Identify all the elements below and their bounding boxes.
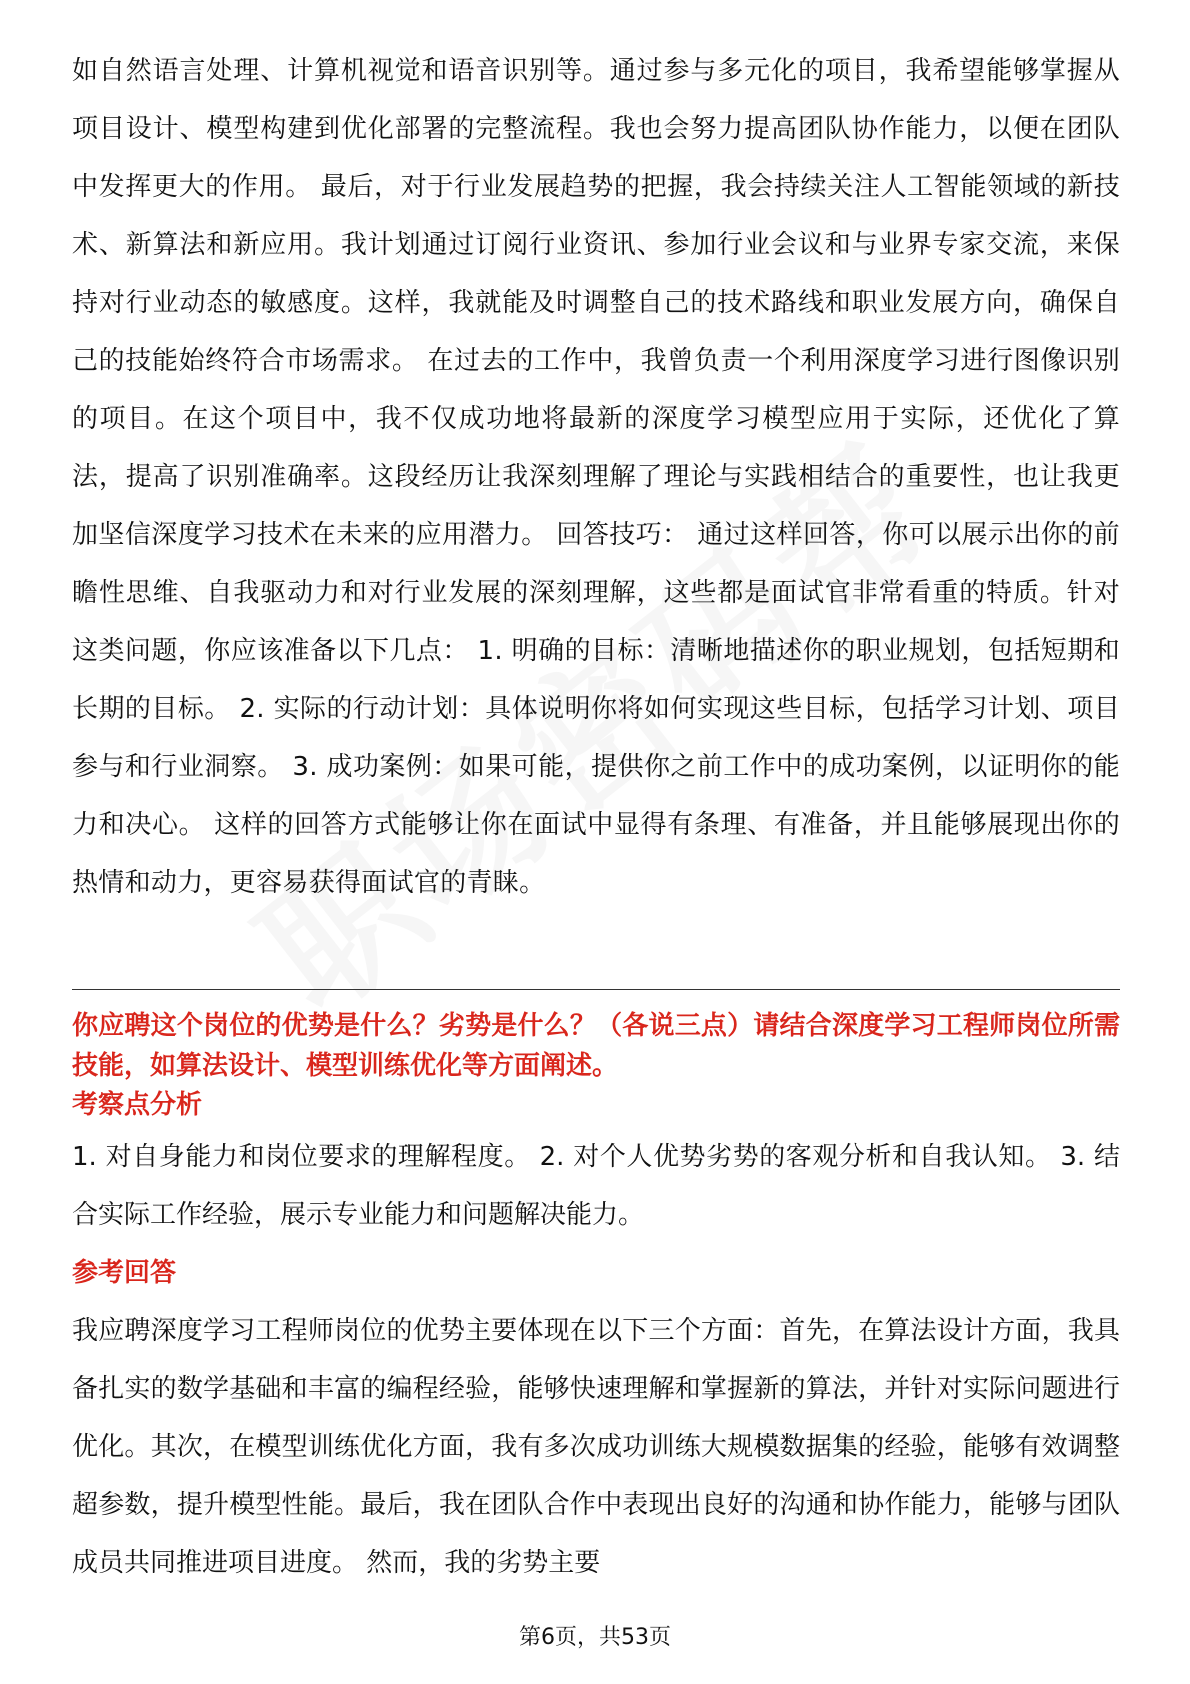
- top-section: [72, 42, 1120, 912]
- question-heading: 你应聘这个岗位的优势是什么？劣势是什么？（各说三点）请结合深度学习工程师岗位所需技能，如算法设计、模型训练优化等方面阐述。: [72, 1011, 1120, 1081]
- answer-title: 参考回答: [72, 1258, 177, 1288]
- section-divider: [72, 989, 1120, 990]
- page-number: 第6页，共53页: [519, 1625, 671, 1650]
- top-paragraph: 如自然语言处理、计算机视觉和语音识别等。通过参与多元化的项目，我希望能够掌握从项目设计、模型构建到优化部署的完整流程。我也会努力提高团队协作能力，以便在团队中发挥更大的作用。 最后，对于行业发展趋势的把握，我会持续关注人工智能领域的新技术、新算法和新应用。我计划通过订阅行业资讯、参加行业会议和与业界专家交流，来保持对行业动态的敏感度。这样，我就能及时调整自己的技术路线和职业发展方向，确保自己的技能始终符合市场需求。 在过去的工作中，我曾负责一个利用深度学习进行图像识别的项目。在这个项目中，我不仅成功地将最新的深度学习模型应用于实际，还优化了算法，提高了识别准确率。这段经历让我深刻理解了理论与实践相结合的重要性，也让我更加坚信深度学习技术在未来的应用潜力。 回答技巧： 通过这样回答，你可以展示出你的前瞻性思维、自我驱动力和对行业发展的深刻理解，这些都是面试官非常看重的特质。针对这类问题，你应该准备以下几点： 1. 明确的目标：清晰地描述你的职业规划，包括短期和长期的目标。 2. 实际的行动计划：具体说明你将如何实现这些目标，包括学习计划、项目参与和行业洞察。 3. 成功案例：如果可能，提供你之前工作中的成功案例，以证明你的能力和决心。 这样的回答方式能够让你在面试中显得有条理、有准备，并且能够展现出你的热情和动力，更容易获得面试官的青睐。: [72, 56, 1120, 898]
- analysis-title: 考察点分析: [72, 1090, 203, 1120]
- answer-body: 我应聘深度学习工程师岗位的优势主要体现在以下三个方面：首先，在算法设计方面，我具备扎实的数学基础和丰富的编程经验，能够快速理解和掌握新的算法，并针对实际问题进行优化。其次，在模型训练优化方面，我有多次成功训练大规模数据集的经验，能够有效调整超参数，提升模型性能。最后，我在团队合作中表现出良好的沟通和协作能力，能够与团队成员共同推进项目进度。 然而，我的劣势主要: [72, 1316, 1120, 1578]
- analysis-body: 1. 对自身能力和岗位要求的理解程度。 2. 对个人优势劣势的客观分析和自我认知。 3. 结合实际工作经验，展示专业能力和问题解决能力。: [72, 1142, 1120, 1230]
